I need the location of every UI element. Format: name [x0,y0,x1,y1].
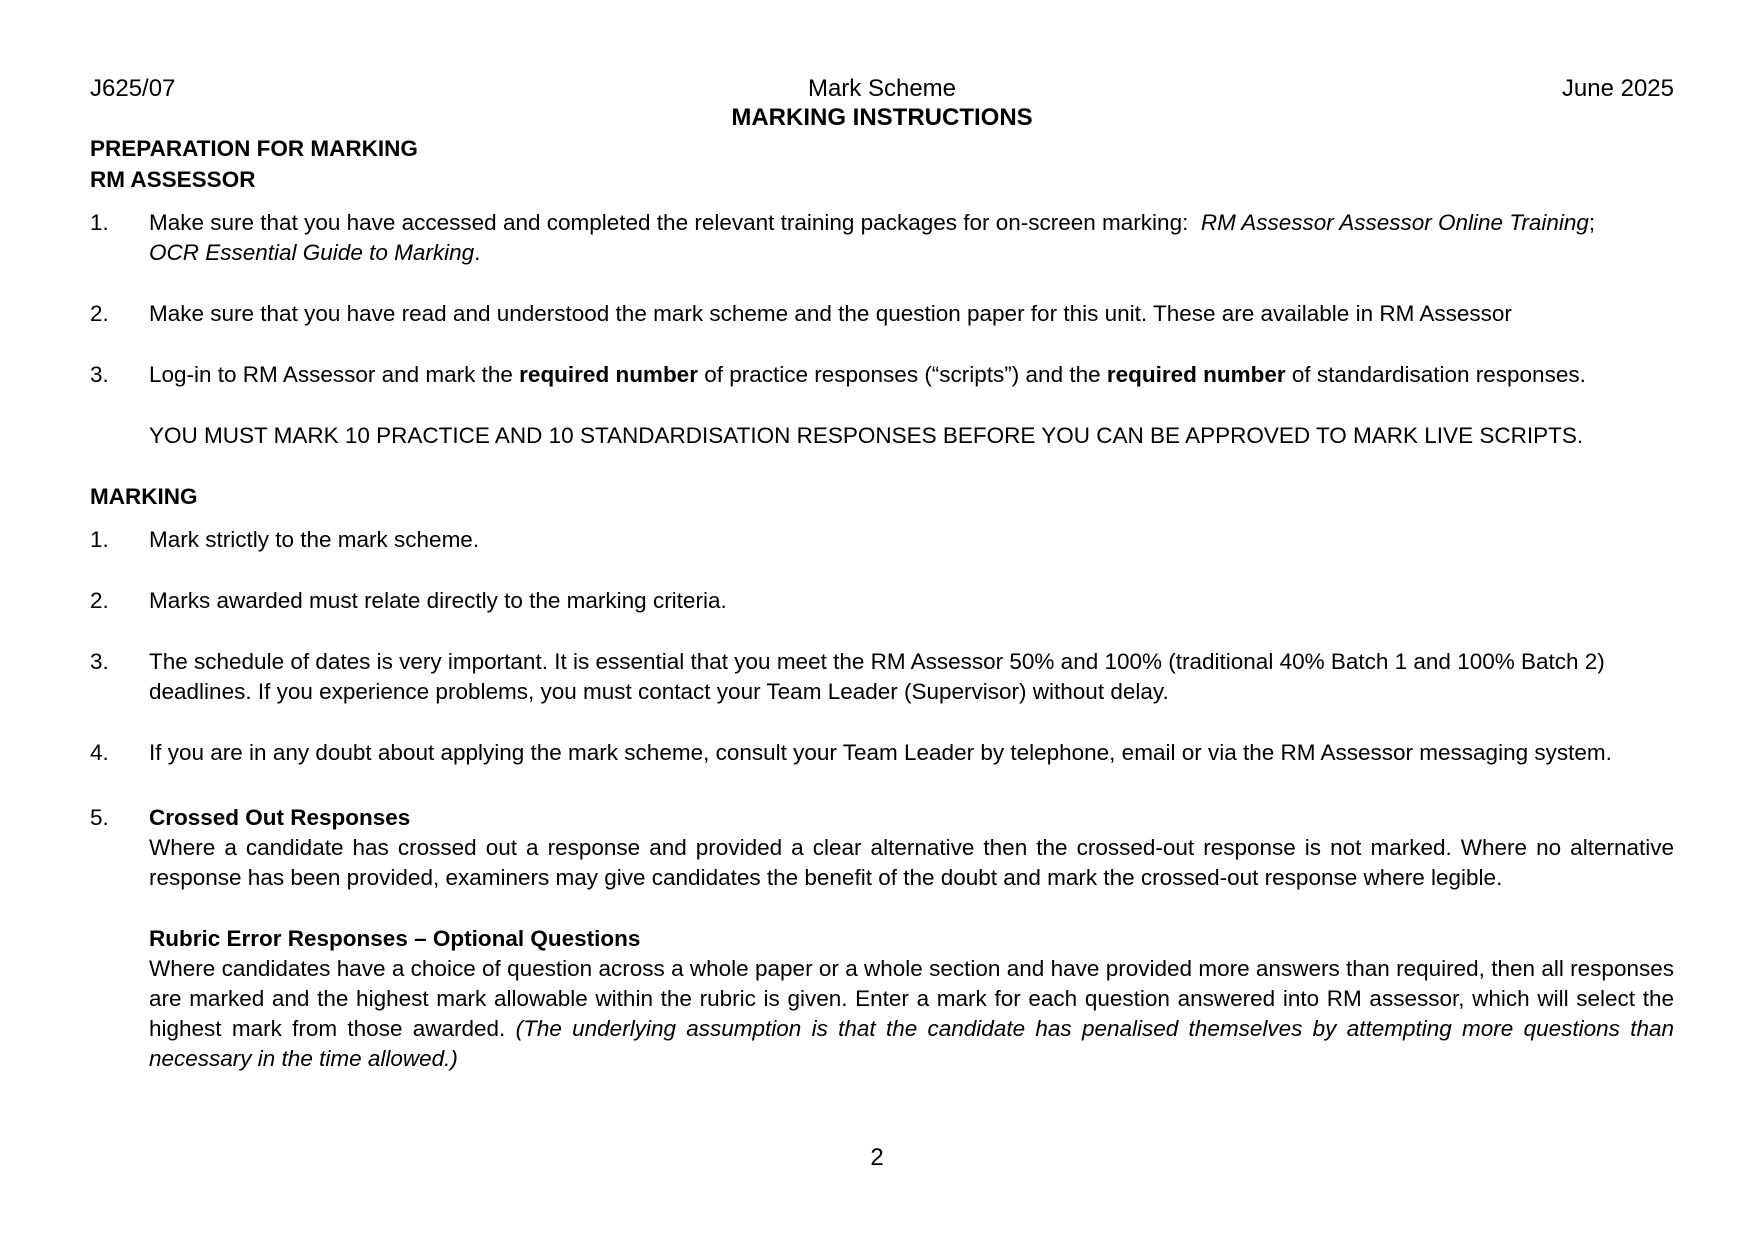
item-text-line: The schedule of dates is very important. It is essential that you meet the RM Assessor 50% and 100% (traditional 40% Batch 1 and 100% Batch 2) [149,649,1605,674]
item-text-part: Make sure that you have accessed and completed the relevant training packages for on-screen marking: [149,210,1201,235]
item-number: 5. [90,805,109,830]
exam-date: June 2025 [1561,75,1674,102]
rubric-error-title: Rubric Error Responses – Optional Questions [149,926,641,951]
item-content [149,803,1674,1074]
item-number: 1. [90,527,109,552]
notice-text: YOU MUST MARK 10 PRACTICE AND 10 STANDARDISATION RESPONSES BEFORE YOU CAN BE APPROVED TO MARK LIVE SCRIPTS. [149,423,1584,448]
item-number: 2. [90,301,109,326]
item-text-part: Log-in to RM Assessor and mark the [149,362,520,387]
rubric-error-text [149,954,1674,1074]
item-text-part: of practice responses (“scripts”) and the [697,362,1107,387]
paper-code: J625/07 [90,75,176,102]
item-text: Make sure that you have read and understood the mark scheme and the question paper for this unit. These are available in RM Assessor [149,301,1512,326]
item-number: 3. [90,362,109,387]
preparation-heading: PREPARATION FOR MARKING [90,136,418,161]
item-number: 3. [90,649,109,674]
item-text-line: deadlines. If you experience problems, you must contact your Team Leader (Supervisor) without delay. [149,679,1169,704]
item-text-part: of standardisation responses. [1285,362,1586,387]
item-number: 4. [90,740,109,765]
item-text-part: ; [1588,210,1596,235]
rubric-error-body: Where candidates have a choice of question across a whole paper or a whole section and have provided more answers than required, then all responses are marked and the highest mark allowable within the rubric is given. Enter a mark for each question answered into RM assessor, which will select the highest mark from those awarded. [149,956,1674,1041]
item-text: Mark strictly to the mark scheme. [149,527,480,552]
item-text [149,360,1674,390]
page-number: 2 [870,1144,884,1171]
emphasis-text: required number [519,362,698,387]
item-number: 2. [90,588,109,613]
item-text [149,208,1674,268]
item-text-part: . [474,240,481,265]
training-package-name: RM Assessor Assessor Online Training [1200,210,1589,235]
guide-name: OCR Essential Guide to Marking [149,240,475,265]
marking-heading: MARKING [90,484,198,509]
item-text [149,647,1674,707]
page-header [90,74,1674,134]
emphasis-text: required number [1106,362,1286,387]
item-number: 1. [90,210,109,235]
rm-assessor-subheading: RM ASSESSOR [90,167,256,192]
rubric-error-note: (The underlying assumption is that the candidate has penalised themselves by attempting more questions than necessary in the time allowed.) [149,1016,1674,1071]
crossed-out-title: Crossed Out Responses [149,805,411,830]
document-title: Mark Scheme [807,75,957,102]
crossed-out-text: Where a candidate has crossed out a response and provided a clear alternative then the crossed-out response is not marked. Where no alternative response has been provided, examiners may give candidates the benefit of the doubt and mark the crossed-out response where legible. [149,835,1674,890]
item-text: If you are in any doubt about applying the mark scheme, consult your Team Leader by telephone, email or via the RM Assessor messaging system. [149,740,1612,765]
main-heading: MARKING INSTRUCTIONS [731,104,1033,131]
item-text: Marks awarded must relate directly to the marking criteria. [149,588,727,613]
